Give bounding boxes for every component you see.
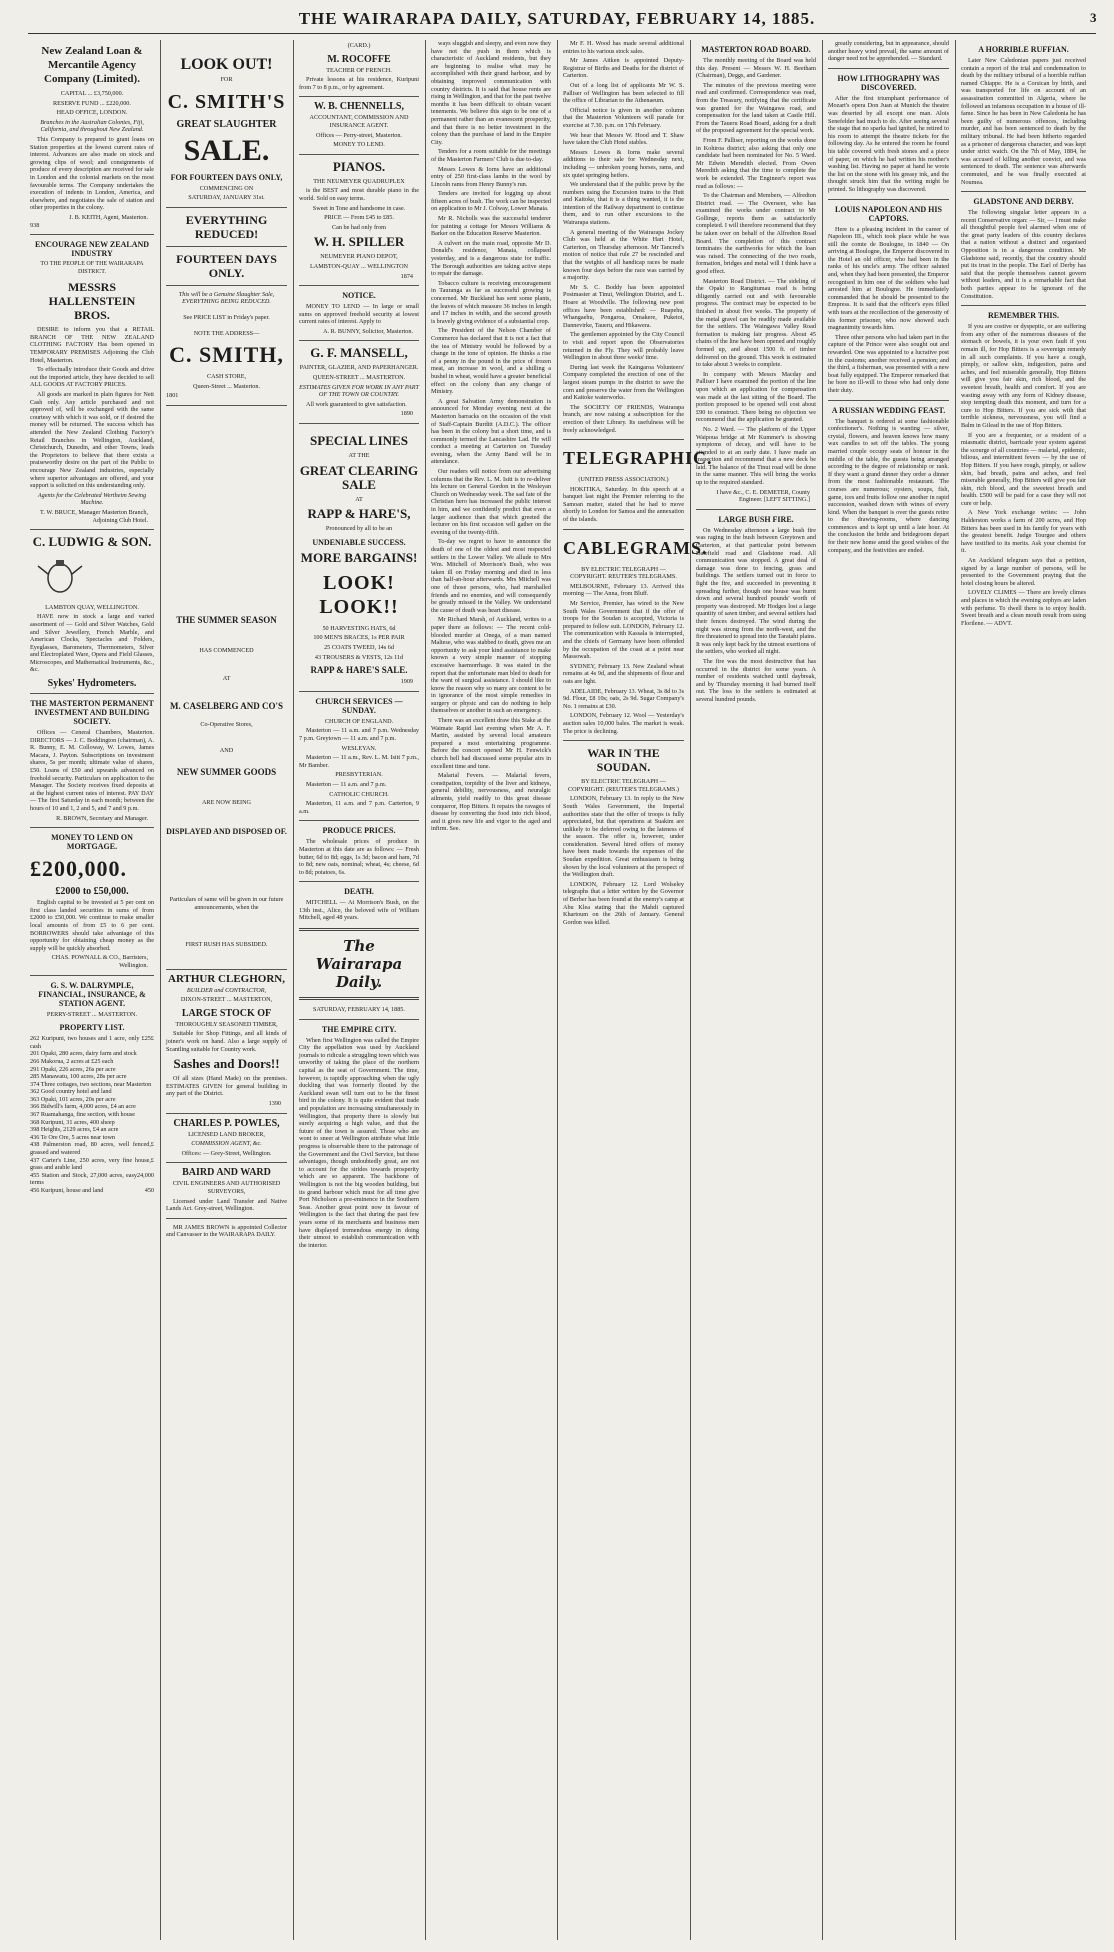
ad-number: 1909 xyxy=(400,678,413,686)
money-heading: MONEY TO LEND ON MORTGAGE. xyxy=(51,833,133,852)
money-body: English capital to be invested at 5 per cent on first class landed securities in sums of from £2000 to £50,000. We continue to make smaller local amounts of from £5 to 6 per cent. BORROWERS should take advantage of this opportunity for obtaining cheap money as the supply will be quickly absorbed. xyxy=(30,899,154,952)
mansell-address: QUEEN-STREET ... MASTERTON. xyxy=(312,374,406,382)
col4-paragraph: Tobacco culture is receiving encouragement in Tauranga as far as successful growing is concerned. Mr Buckland has sent some plants, the leaves of which measure 36 inches in length and 17 inches in width, and the second growth is bravely giving evidence of a substantial crop. xyxy=(431,279,551,325)
property-row xyxy=(30,1088,154,1096)
cablegrams-sub: BY ELECTRIC TELEGRAPH — COPYRIGHT. REUTER'S TELEGRAMS. xyxy=(570,565,677,581)
press-association: (UNITED PRESS ASSOCIATION.) xyxy=(578,476,669,484)
baird-ward: BAIRD AND WARD xyxy=(182,1167,271,1179)
property-desc: 366 Bidwill's farm, 4,000 acres, £4 an acre xyxy=(30,1103,136,1111)
commencing: COMMENCING ON xyxy=(199,184,254,192)
catholic: CATHOLIC CHURCH. xyxy=(329,790,389,798)
column-6 xyxy=(696,40,816,1940)
column-rule xyxy=(690,40,691,1940)
russian-wedding-heading: A RUSSIAN WEDDING FEAST. xyxy=(831,405,946,415)
hallenstein-agents: Agents for the Celebrated Wertheim Sewing Machine. xyxy=(37,491,147,507)
col5-paragraph: Mr S. C. Boddy has been appointed Postmaster at Tinui, Wellington District, and L. Hoare at Woodville. The following new post offices have been established: — Ruapehu, Whangaehu, Pongaroa, Omakere, Puketoi, Dannevirke, Taueru, and Hikawera. xyxy=(563,283,684,329)
at-the: AT THE xyxy=(348,452,370,460)
produce-heading: PRODUCE PRICES. xyxy=(322,826,396,836)
gladstone-body: The following singular letter appears in a recent Conservative organ: — Sir, — I must make all thoughtful people feel alarmed when one of the great party leaders of this country declares that a nation without a distinct and organised Opposition is in a dangerous condition. Mr Gladstone said, recently, that the country should put its trust in the people. The Earl of Derby has said that the people themselves cannot govern without leaders, and it is a remarkable fact that both parties appear to be ignorant of the Constitution. xyxy=(961,209,1086,300)
powles-sub: LICENSED LAND BROKER, xyxy=(188,1130,265,1138)
column-8 xyxy=(961,40,1086,1940)
property-desc: 398 Heights, 2129 acres, £4 an acre xyxy=(30,1126,119,1134)
cleghorn-sub: BUILDER and CONTRACTOR, xyxy=(186,986,267,994)
hallenstein-title: MESSRS HALLENSTEIN BROS. xyxy=(48,280,136,323)
col5-paragraph: Official notice is given in another column that the Masterton Volunteers will parade for exercise at 7.30. p.m. on 17th February. xyxy=(563,106,684,129)
powles-name: CHARLES P. POWLES, xyxy=(173,1117,280,1129)
empire-city-heading: THE EMPIRE CITY. xyxy=(321,1024,397,1034)
property-row xyxy=(30,1066,154,1074)
ludwig-body: HAVE now in stock a large and varied assortment of — Gold and Silver Watches, Gold and Silver Jewellery, French Marble, and American Clocks, Spectacles and Folders, Eyeglasses, Barometers, Thermometers, Silver and Electroplated Ware, Opera and Field Glasses, Microscopes, and Mathematical Instruments, &c., &c. xyxy=(30,613,154,674)
column-1 xyxy=(30,40,154,1940)
hallenstein-signature: T. W. BRUCE, Manager Masterton Branch, Adjoining Club Hotel. xyxy=(40,508,148,524)
lithography-body: After the first triumphant performance of Mozart's opera Don Juan at Munich the theatre was deserted by all except one man. Alois Senefelder had much to do. After seeing several the stage that no sparks had ignited, he retired to his room to attempt the theatre tickets for the following day. As he entered the room he found his table covered with fresh stones and a piece of paper, on which he had written his mother's washing list. Having no paper at hand he wrote the list on the stone with his greasy ink, and the thought struck him that the writing might be printed. So lithography was discovered. xyxy=(828,94,949,193)
col5-paragraph: The SOCIETY OF FRIENDS, Wairarapa branch, are now raising a subscription for the erection of their Library. Its usefulness will be freely acknowledged. xyxy=(563,403,684,434)
property-desc: 201 Opaki, 280 acres, dairy farm and stock xyxy=(30,1050,137,1058)
fourteen-days-only: FOURTEEN DAYS ONLY. xyxy=(176,251,277,280)
money-amount: £200,000. xyxy=(30,856,127,882)
church-heading: CHURCH SERVICES — SUNDAY. xyxy=(315,696,403,715)
column-3 xyxy=(299,40,419,1940)
at-text: AT xyxy=(222,674,231,682)
note-address: NOTE THE ADDRESS— xyxy=(193,329,260,337)
for-text: FOR xyxy=(220,76,233,83)
road-board-paragraph: Masterton Road District. — The sideling of the Opaki to Rangitumau road is being diligently carried out and with favourable progress. The contract may be expected to be finished in about five weeks. The property of the metal gravel can be readily made available for the settlers. The Waingawa Valley Road formation is making fair progress. About 45 chains of the line have been opened and roughly formed up, and about 1500 ft. of timber delivered on the ground. This work is estimated to take about 3 weeks to complete. xyxy=(696,277,816,369)
property-desc: 374 Three cottages, two sections, near Masterton xyxy=(30,1080,152,1088)
remember-body-2: If you are a frequenter, or a resident of a miasmatic district, barricade your system against the scourge of all countries — malarial, epidemic, bilious, and intermittent fevers — by the use of Hop Bitters. If you have rough, pimply, or sallow skin, bad breath, pains and aches, and feel miserable generally, Hop Bitters will give you fair skin, rich blood, and the sweetest breath and health. £500 will be paid for a case they will not cure or help. xyxy=(961,431,1086,507)
powles-office: Offices: — Grey-Street, Wellington. xyxy=(181,1149,272,1157)
has-commenced: HAS COMMENCED xyxy=(199,646,254,654)
col5-paragraph: The gentlemen appointed by the City Council to visit and report upon the Observatories returned in the Fly. They will probably leave Wellington in about three weeks' time. xyxy=(563,331,684,362)
property-row xyxy=(30,1096,154,1104)
col4-paragraph: Tenders are invited for logging up about fifteen acres of bush. The work can be inspected on application to Mr J. Colway, Lower Manaia. xyxy=(431,190,551,213)
quadruplex: THE NEUMEYER QUADRUPLEX xyxy=(313,177,405,185)
baird-body: Licensed under Land Transfer and Native Lands Act. Grey-street, Wellington. xyxy=(166,1197,287,1213)
smith-name: C. SMITH'S xyxy=(167,90,286,113)
col4-paragraph: A great Salvation Army demonstration is announced for Monday evening next at the Masterton barracks on the occasion of the visit of Staff-Captain Burditt (A.D.C.). The officer has been in the colony but a short time, and is commonly termed the Lancashire Lad. He will conduct a meeting at Carterton on Tuesday evening, when the Army Band will be in attendance. xyxy=(431,397,551,466)
war-body: LONDON, February 13. In reply to the New South Wales Government, the Imperial authorities state that the offer of troops is fully appreciated, but that operations at Suakim are unlikely to be deferred owing to the lateness of the season. The offer is, however, under consideration. Several hired offers of money have been made towards the expenses of the Soudan expedition. Great enthusiasm is being shown by the local volunteers at the prospect of the Wellington draft. xyxy=(563,795,684,879)
col4-paragraph: There was an excellent draw this Stake at the Waimate Rapid last evening when Mr A. F. Martin, assisted by several local amateurs prepared a most entertaining programme. Before the concert opened Mr H. Fenwick's church bell had discussed some popular airs in excellent time and tune. xyxy=(431,717,551,770)
col4-paragraph: Malarial Fevers. — Malarial fevers, constipation, torpidity of the liver and kidneys, general debility, nervousness, and neuralgic ailments, yield readily to this great disease conqueror, Hop Bitters. It repairs the ravages of disease by converting the food into rich blood, and it gives new life and vigor to the aged and infirm. See. xyxy=(431,772,551,833)
pronounced: Pronounced by all to be an xyxy=(325,525,393,533)
road-board-signature: I have &c., C. E. DEMETER, County Engineer. [LEFT SITTING.] xyxy=(716,488,810,504)
hallenstein-body-2: To effectually introduce their Goods and drive out the imported article, they have decided to sell ALL GOODS AT FACTORY PRICES. xyxy=(30,366,154,389)
chennells-money: MONEY TO LEND. xyxy=(333,141,385,149)
displayed-disposed: DISPLAYED AND DISPOSED OF. xyxy=(166,826,287,836)
louis-napoleon-heading: LOUIS NAPOLEON AND HIS CAPTORS. xyxy=(835,204,942,223)
property-desc: 456 Kuripuni, house and land xyxy=(30,1187,104,1194)
ruffian-heading: A HORRIBLE RUFFIAN. xyxy=(978,45,1069,54)
and-text: AND xyxy=(219,746,234,754)
ad-number: 938 xyxy=(30,221,40,229)
property-row xyxy=(30,1134,154,1142)
road-board-paragraph: The minutes of the previous meeting were read and confirmed. Correspondence was read, from the Treasury, notifying that the certificate was granted for the Waingawa road, and compensation for the land taken at Castle Hill. From the Taueru Road Board, asking for a draft of the proposed agreement for the special work. xyxy=(696,81,816,135)
col4-paragraph: Mr Richard Marsh, of Auckland, writes to a paper there as follows: — The recent cold-blooded murder at Onega, of a man named Maltese, who was stabbed to death, gives me an opportunity to ask your kind assistance to make known a very simple manner of stopping excessive haemorrhage. It was stated in the report that the unfortunate man bled to death for the want of surgical assistance. I should like to know the reason why so many are content to be in ignorance of the most simple remedies in surgery or physic and can do nothing to help themselves or another in such an emergency. xyxy=(431,616,551,715)
large-stock: LARGE STOCK OF xyxy=(181,1007,272,1019)
page-number: 3 xyxy=(1090,10,1098,25)
special-lines: SPECIAL LINES xyxy=(310,433,408,449)
hallenstein-body-1: DESIRE to inform you that a RETAIL BRANCH OF THE NEW ZEALAND CLOTHING FACTORY Has been opened in TEMPORARY PREMISES Adjoining the Club Hotel, Masterton. xyxy=(30,326,154,364)
telegraphic-heading: TELEGRAPHIC. xyxy=(563,448,713,469)
column-rule xyxy=(425,40,426,1940)
smith-signature: C. SMITH, xyxy=(169,342,284,368)
cleghorn-body: Suitable for Shop Fittings, and all kinds of joiner's work on hand. Also a large supply of Scantling suitable for Country work. xyxy=(166,1030,287,1053)
property-price: £ xyxy=(150,1035,154,1043)
property-row xyxy=(30,1050,154,1058)
spiller-sub: NEUMEYER PIANO DEPOT, xyxy=(320,253,398,261)
property-desc: 438 Palmerston road, 80 acres, well fenced, grassed and watered xyxy=(30,1141,151,1157)
property-list xyxy=(30,1035,154,1194)
church-england-times: Masterton — 11 a.m. and 7 p.m. Wednesday 7 p.m. Greytown — 11 a.m. and 7 p.m. xyxy=(299,727,419,742)
road-board-paragraph: From F. Palliser, reporting on the works done in Kohiroa district; also asking that only one candidate had been nominated for No. 5 Ward. Mr Edwin Meredith elected. From Owen Meredith asking that the time to complete the work be extended. The Engineer's report was read as follows: — xyxy=(696,136,816,190)
mansell-name: G. F. MANSELL, xyxy=(310,345,408,361)
ad-number: 1390 xyxy=(268,1100,281,1108)
notice-body: MONEY TO LEND — In large or small sums on approved freehold security at lowest current rates of interest. Apply to xyxy=(299,303,419,326)
pianos-heading: PIANOS. xyxy=(332,158,386,174)
loan-body: This Company is prepared to grant loans on Station properties at the lowest current rates of interest. Advances are also made on stock and growing clips of wool; and consignments of produce of every description are received for sale in London and the colonial markets on the most favourable terms. The Company undertakes the execution of indents in London, America, and elsewhere, and negotiates the sale of station and other properties in the colony. xyxy=(30,135,154,212)
ruffian-body: Later New Caledonian papers just received contain a report of the trial and condemnation to death by the military tribunal of a horrible ruffian named Chiappe. He is a Corsican by birth, and was transported for life on account of an assassination committed in Algeria, where he followed an infamous occupation in a house of ill-fame. Since he has been in New Caledonia he has been guilty of numerous offences, including murder, and has been sentenced to death by the military tribunal. He had been hitherto regarded as a prisoner of dangerous character, and was kept under strict watch. On the 7th of May, 1884, he was accused of killing another convict, and was sentenced to death. The sentence was afterwards commuted, and he was finally executed at Noumea. xyxy=(961,57,1086,186)
bush-fire-heading: LARGE BUSH FIRE. xyxy=(718,514,794,524)
money-range: £2000 to £50,000. xyxy=(55,886,129,898)
ludwig-title: C. LUDWIG & SON. xyxy=(32,534,152,550)
col5-paragraph: We understand that if the public prove by the numbers using the Excursion trains to the Hutt and Kaitoke, that it is a thing wanted, it is the intention of the Railway department to continue them, and to run other excursions to the Wairarapa stations. xyxy=(563,181,684,227)
rapp-item: 43 TROUSERS & VESTS, 12s 11d xyxy=(314,653,404,661)
hallenstein-body-3: All goods are marked in plain figures for Nett Cash only. Any article purchased and not approved of, will be exchanged with the same courtesy with which it was sold, or if desired the money will be returned. The success which has attended the New Zealand Clothing Factory's Retail Branches in Wellington, Auckland, Christchurch, Dunedin, and other Towns, leads the Proprietors to believe that there exists a praiseworthy desire on the part of the Public to encourage New Zealand industries, especially where superior advantages are offered, and your support is solicited on this understanding only. xyxy=(30,391,154,490)
ludwig-address: LAMBTON QUAY, WELLINGTON. xyxy=(45,603,139,611)
cleghorn-name: ARTHUR CLEGHORN, xyxy=(168,972,285,985)
property-desc: 262 Kuripuni, two houses and 1 acre, only £25 cash xyxy=(30,1035,151,1050)
louis-napoleon-body: Here is a pleasing incident in the career of Napoleon III., which took place while he was still the comte de Boulogne, in 1840 — On arriving at Boulogne, the Emperor discovered in the Hotel an old officer, who had been in the ranks of his uncle's army. The officer saluted and, when they had been presented, the Emperor recognised in him one of the soldiers who had arrested him at Boulogne. He immediately commanded that he should be presented to the Empress. It is said that the officer's eyes filled with tears at the recollection of the generosity of his former prisoner, who now showed such magnanimity towards him. xyxy=(828,225,949,332)
property-row xyxy=(30,1126,154,1134)
property-price: 450 xyxy=(144,1187,154,1194)
col5-paragraph: Out of a long list of applicants Mr W. S. Palliser of Wellington has been selected to fill the office of Librarian to the Athenaeum. xyxy=(563,81,684,105)
column-rule xyxy=(955,40,956,1940)
baird-sub: CIVIL ENGINEERS AND AUTHORISED SURVEYORS, xyxy=(172,1180,281,1195)
cablegrams-heading: CABLEGRAMS. xyxy=(563,537,708,558)
empire-city-body: When first Wellington was called the Empire City the appellation was used by Auckland journals to ridicule a struggling town which was unworthy of taking the place of the northern capital as the seat of Government. The time, however, is rapidly approaching when the ugly duckling that was formerly flouted by the Auckland swan will turn out to be the finest bird in the colony. It is quite evident that trade and population are increasing simultaneously in Wellington, that property there is slowly but surely acquiring a high value, and that the future of the town is assured. Those who are wont to sneer at Wellington attribute what little progress is observable there to the patronage of the Government and the Civil Service, but these advantages, though undoubtedly great, are not to account for the strides towards prosperity which are so apparent. The backbone of Wellington is not the big wooden building, but its grand harbour which must for all time give Port Nicholson a pre-eminence in the Southern Seas. Another great point now in favour of Wellington is the fact that during the past few years some of its merchants and business men have displayed tremendous energy in doing their utmost to establish communication with the interior. xyxy=(299,1036,419,1249)
branches: Branches in the Australian Colonies, Fiji, California, and throughout New Zealand. xyxy=(40,118,144,134)
notice-heading: NOTICE. xyxy=(342,291,376,301)
lithography-heading: HOW LITHOGRAPHY WAS DISCOVERED. xyxy=(837,73,940,92)
undeniable-success: UNDENIABLE SUCCESS. xyxy=(312,537,406,547)
property-price: £ xyxy=(150,1156,154,1164)
property-row xyxy=(30,1058,154,1066)
genuine-sale: This will be a Genuine Slaughter Sale, EVERYTHING BEING REDUCED. xyxy=(178,290,275,306)
look-out-heading: LOOK OUT! xyxy=(180,56,273,73)
property-row xyxy=(30,1157,154,1172)
column-rule xyxy=(160,40,161,1940)
column-4 xyxy=(431,40,551,1940)
ad-number: 1801 xyxy=(166,392,179,400)
new-summer-goods: NEW SUMMER GOODS xyxy=(176,767,277,778)
ad-number: 1890 xyxy=(400,410,413,418)
dalrymple-address: PERRY-STREET ... MASTERTON. xyxy=(46,1010,138,1018)
building-society-body: Offices — Ceneral Chambers, Masterton. DIRECTORS — J. C. Boddington (chairman), A. R. Bunny, E. M. Colloway, W. Lowes, James Macara, J. Payton. Subscriptions on investment shares, 5s per month; ultimate value of shares, £50. Loans of £50 and upwards advanced on freehold security. Particulars on application to the Manager. The Society receives fixed deposits at at the highest current rates of interest. PAY DAY — The first Saturday in each month; between the hours of 10 and 1, 2 and 5, and 7 and 9 p.m. xyxy=(30,729,154,812)
col4-paragraph: To-day we regret to have to announce the death of one of the oldest and most respected settlers in the Lower Valley. We allude to Mrs Wm. Mitchell of Morrison's Bush, who was taken ill on Friday morning and died in less than half-an-hour afterwards. Mrs Mitchell was one of those persons, who, had marshalled friends and no enemies, and will consequently be greatly missed in the Valley. We understand the cause of death was heart disease. xyxy=(431,538,551,614)
property-desc: 368 Kuripuni, 31 acres, 400 sheep xyxy=(30,1118,115,1126)
chennells-name: W. B. CHENNELLS, xyxy=(314,101,404,113)
loan-company-title: New Zealand Loan & Mercantile Agency Company (Limited). xyxy=(41,45,143,85)
london-item: LONDON, February 12. Wool — Yesterday's auction sales 10,000 bales. The market is weak. The price is declining. xyxy=(563,712,684,735)
presbyterian-times: Masterton — 11 a.m. and 7 p.m. xyxy=(306,780,387,788)
first-rush: FIRST RUSH HAS SUBSIDED. xyxy=(185,941,268,949)
had-only: Can be had only from xyxy=(332,223,386,231)
gladstone-heading: GLADSTONE AND DERBY. xyxy=(973,197,1074,207)
col5-paragraph: Mr James Aitken is appointed Deputy-Registrar of Births and Deaths for the district of Carterton. xyxy=(563,57,684,80)
rocoffe-name: M. ROCOFFE xyxy=(327,53,391,65)
cable-body: Mr Service, Premier, has wired to the New South Wales Government that if the offer of troops for the Soudan is accepted, Victoria is prepared to follow suit. LONDON, February 12. The communication with Kassala is interrupted, and the chiefs of Germany have been offended by the occupation of the coast at a point near Massowah. xyxy=(563,600,684,661)
adelaide-item: ADELAIDE, February 13. Wheat, 3s 8d to 3s 9d. Flour, £8 10s; oats, 2s 9d. Sugar Company's No. 1 remains at £30. xyxy=(563,687,684,710)
building-society-signature: R. BROWN, Secretary and Manager. xyxy=(56,814,148,822)
rapp-item: 25 COATS TWEED, 14s 6d xyxy=(324,644,394,651)
col4-paragraph: ways sluggish and sleepy, and even now they have not the push in them which is characteristic of Auckland residents, but they are beginning to realise what may be accomplished with their grand harbour, and by obtaining improved communication with country districts. It is said that house rents are rising in Wellington, and that for the past twelve months it has been difficult to obtain vacant tenements. We believe this sign to be one of a permanent rather than an evanescent prosperity, and that there is no better investment in the colony than the purchase of land in the Empire City. xyxy=(431,40,551,146)
coop-stores: Co-Operative Stores, xyxy=(200,721,253,729)
rocoffe-body: Private lessons at his residence, Kuripuni from 7 to 8 p.m., or by agreement. xyxy=(299,76,419,91)
sykes-heading: Sykes' Hydrometers. xyxy=(47,678,137,690)
at-text: AT xyxy=(355,495,363,503)
presbyterian: PRESBYTERIAN. xyxy=(335,771,383,779)
col5-paragraph: We hear that Messrs W. Hood and T. Shaw have taken the Club Hotel stables. xyxy=(563,131,684,147)
bush-fire-body: On Wednesday afternoon a large bush fire was raging in the bush between Greytown and Carterton, at that particular point between Dalefield road and Gladstone road. All communication was stopped. A great deal of damage was done to fencing, grass and buildings. The settlers turned out in force to fight the fire, and succeeded in preventing it spreading further, though one house was burnt down and several hundred pounds' worth of property was destroyed. Mr Hodges lost a large quantity of sawn timber, and several settlers had their fences destroyed. The wind during the night was strong from the north-west, and the fire threatened to spread into the Taratahi plains. It was only kept back by the utmost exertions of the settlers, who worked all night. xyxy=(696,526,816,656)
road-board-paragraph: In company with Messrs Macday and Palliser I have examined the portion of the line upon which an application for compensation was made at the last sitting of the Board. The portion proposed to be opened will cost about £90 to construct. There being no objection we recommend that the application be granted. xyxy=(696,370,816,424)
to-people: TO THE PEOPLE OF THE WAIRARAPA DISTRICT. xyxy=(40,261,144,275)
chennells-office: Offices — Perry-street, Masterton. xyxy=(316,131,402,139)
wesleyan-times: Masterton — 11 a.m., Rev. L. M. Isitt 7 p.m., Mr Bamber. xyxy=(299,754,419,769)
property-desc: 266 Makorua, 2 acres at £25 each xyxy=(30,1057,114,1065)
masthead xyxy=(0,6,1114,32)
look-look: LOOK! LOOK!! xyxy=(319,571,399,618)
column-5 xyxy=(563,40,713,1940)
caselberg-name: M. CASELBERG AND CO'S xyxy=(169,701,284,712)
mansell-estimates: ESTIMATES GIVEN FOR WORK IN ANY PART OF THE TOWN OR COUNTRY. xyxy=(299,383,419,399)
seasoned-timber: THOROUGHLY SEASONED TIMBER, xyxy=(175,1020,278,1028)
property-row xyxy=(30,1187,154,1195)
col5-paragraph: Mr F. H. Wood has made several additional entries to his various stock sales. xyxy=(563,40,684,55)
masthead-rule xyxy=(28,33,1096,34)
property-row xyxy=(30,1141,154,1156)
royal-crest-icon xyxy=(30,556,90,596)
rapp-sale: RAPP & HARE'S SALE. xyxy=(310,665,408,676)
road-board-paragraph: The monthly meeting of the Board was held this day. Present — Messrs W. H. Beetham (Chairman), Deggs, and Gardener. xyxy=(696,57,816,80)
auckland-item: An Auckland telegram says that a petition, signed by a large number of persons, will be presented to the Government praying that the hotel closing hours be altered. xyxy=(961,557,1086,587)
summer-season-heading: THE SUMMER SEASON xyxy=(176,614,277,625)
wesleyan: WESLEYAN. xyxy=(341,744,377,752)
bush-fire-body-2: The fire was the most destructive that has occurred in the district for some years. A number of residents watched until daybreak, and by Thursday morning it had burned itself out. The loss to the settlers is estimated at several hundred pounds. xyxy=(696,657,816,703)
lambton-quay: LAMBTON-QUAY ... WELLINGTON xyxy=(309,262,409,270)
road-board-paragraph: No. 2 Ward. — The platform of the Upper Waipoua bridge at Mr Kummer's is showing symptoms of decay, and will have to be attended to at an early date. I have made an inspection and recommend that a new deck be laid. The balance of the Tinui road will be done in the same manner. This will bring the works up to the required standard. xyxy=(696,425,816,487)
col4-paragraph: The President of the Nelson Chamber of Commerce has declared that it is not a fact that the tea of Ministry would be followed by a change in the tone of opinion. He thinks a rise of a penny in the pound in the price of frozen meat, an increase in wool, and a shilling a bushel in wheat, would have a greater beneficial effect on the colony than any change of Ministry. xyxy=(431,327,551,396)
dalrymple-title: G. S. W. DALRYMPLE, FINANCIAL, INSURANCE, & STATION AGENT. xyxy=(38,980,146,1008)
column-7 xyxy=(828,40,949,1940)
price-list-note: See PRICE LIST in Friday's paper. xyxy=(183,313,270,321)
col5-paragraph: During last week the Kaingaroa Volunteers' Company completed the erection of one of the largest steam pumps in the district to save the corn and preserve the water from the Wellington and Kaitoke waterworks. xyxy=(563,363,684,402)
great-slaughter: GREAT SLAUGHTER xyxy=(176,118,277,130)
mansell-guarantee: All work guaranteed to give satisfaction. xyxy=(306,400,407,408)
rapp-item-list xyxy=(299,625,419,661)
remember-body: If you are costive or dyspeptic, or are suffering from any other of the numerous diseases of the stomach or bowels, it is your own fault if you remain ill, for Hop Bitters is a sovereign remedy in all such complaints. If you have a cough, pimply, or sallow skin, indigestion, pains and aches, and feel miserable generally, Hop Bitters will give you fair skin, rich blood, and the sweetest breath, health and comfort. If you are wasting away with any form of Kidney disease, stop tempting death this moment, and turn for a cure to Hop Bitters. If you are sick with that terrible sickness, nervousness, you will find a Balm in Gilead in the use of Hop Bitters. xyxy=(961,323,1086,429)
column-2 xyxy=(166,40,287,1940)
hokitika-item: HOKITIKA, Saturday. In this speech at a banquet last night the Premier referring to the Samoan matter, stated that he had to move shortly to London for Samoa and the annexation of the islands. xyxy=(563,485,684,524)
card-label: (CARD.) xyxy=(347,42,371,49)
property-desc: 291 Opaki, 226 acres, 26s per acre xyxy=(30,1065,116,1073)
col4-paragraph: Our readers will notice from our advertising columns that the Rev. L. M. Isitt is to re-deliver his lecture on General Gordon in the Wesleyan Church on Wednesday week. The sad fate of the Christian hero has increased the public interest in him, and we confidently predict that even a larger audience than that which greeted the lecturer on his first occasion will gather on the evening of the twenty-fifth. xyxy=(431,468,551,536)
col4-paragraph: Mr R. Nicholls was the successful tenderer for painting a cottage for Messrs Williams & Barker on the Education Reserve Masterton. xyxy=(431,215,551,238)
property-desc: 367 Ruamahanga, fine section, with house xyxy=(30,1111,135,1119)
rapp-hare: RAPP & HARE'S, xyxy=(307,506,411,522)
property-list-heading: PROPERTY LIST. xyxy=(59,1023,125,1033)
cash-store: CASH STORE, xyxy=(206,373,247,381)
powles-sub-2: COMMISSION AGENT, &c. xyxy=(191,1140,262,1148)
col4-paragraph: Tenders for a room suitable for the meetings of the Masterton Farmers' Club is due to-day. xyxy=(431,148,551,163)
reserve-line: RESERVE FUND ... £220,000. xyxy=(53,99,131,107)
dixon-street: DIXON-STREET ... MASTERTON, xyxy=(180,996,273,1004)
capital-line: CAPITAL ... £3,750,000. xyxy=(60,90,124,97)
sydney-item: SYDNEY, February 13. New Zealand wheat remains at 4s 9d, and the shipments of flour and oats are light. xyxy=(563,662,684,685)
death-heading: DEATH. xyxy=(344,887,374,897)
road-board-paragraph: To the Chairman and Members, — Alfredton District road. — The Overseer, who has examined the works under contract to Mr Gollinge, reports them as satisfactorily completed. I will therefore recommend that they be taken over on behalf of the Alfredton Road Board. The completion of this contract terminates the earthworks for which the loan was raised. The connecting of the two roads, formation, bridges and metal will I think have a good effect. xyxy=(696,192,816,276)
lovely-climes: LOVELY CLIMES — There are lovely climes and places in which the evening zephyrs are laden with perfume. To dwell there is to enjoy health. Sweet breath and a clean mouth result from using Florilene. — ADVT. xyxy=(961,589,1086,627)
property-row xyxy=(30,1081,154,1089)
head-office: HEAD OFFICE, LONDON. xyxy=(56,109,128,117)
russian-wedding-body: The banquet is ordered at some fashionable confectioner's. Nothing is wanting — silver, crystal, flowers, and heaven knows how many wax candles to set off the tables. The young married couple occupy seats of honour in the middle of the table, the guests being arranged according to the degree of relationship or rank. If they want a grand dinner they order a dinner from the most fashionable restaurant. The courses are numerous; oysters, soups, fish, game, ices and fruits follow one another in rapid succession, washed down with wines of every kind. When the banquet is over the guests retire to the drawing-rooms, where dancing commences and is kept up until a late hour. At the conclusion the bride and bridegroom depart for their new home amid the good wishes of the company, and the festivities are ended. xyxy=(828,417,949,554)
property-desc: 455 Station and Stock, 27,000 acres, easy terms xyxy=(30,1171,137,1187)
remember-heading: REMEMBER THIS. xyxy=(988,311,1059,321)
melbourne-item: MELBOURNE, February 13. Arrived this morning — The Anna, from Bluff. xyxy=(563,582,684,598)
paper-title: The Wairarapa Daily. xyxy=(315,937,403,992)
property-price: £ xyxy=(150,1141,154,1149)
column-rule xyxy=(557,40,558,1940)
col5-paragraph: Messrs Lowes & Iorns make several additions to their sale for Wednesday next, including — unbroken young horses, rams, and six quiet springing heifers. xyxy=(563,148,684,179)
encourage-heading: ENCOURAGE NEW ZEALAND INDUSTRY xyxy=(34,240,150,259)
road-board-heading: MASTERTON ROAD BOARD. xyxy=(701,45,811,54)
bunny-signature: A. R. BUNNY, Solicitor, Masterton. xyxy=(323,327,413,335)
sashes-body: Of all sizes (Hand Made) on the premises. ESTIMATES GIVEN for general building in any part of the District. xyxy=(166,1075,287,1098)
property-row xyxy=(30,1119,154,1127)
column-rule xyxy=(293,40,294,1940)
column-rule xyxy=(822,40,823,1940)
rocoffe-sub: TEACHER OF FRENCH. xyxy=(326,66,392,74)
property-row xyxy=(30,1111,154,1119)
loan-signature: J. B. KEITH, Agent, Masterton. xyxy=(69,213,148,221)
col7-paragraph: greatly considering, but in appearance, should another heavy wind prevail, the same amount of danger need not be apprehended. — Standard. xyxy=(828,40,949,63)
clearing-sale: GREAT CLEARING SALE xyxy=(299,462,419,492)
masthead-title: THE WAIRARAPA DAILY, SATURDAY, FEBRUARY 14, 1885. xyxy=(298,9,816,28)
sale-date: SATURDAY, JANUARY 31st. xyxy=(188,194,265,202)
sashes-heading: Sashes and Doors!! xyxy=(173,1056,280,1072)
property-price: 24,000 xyxy=(136,1171,154,1179)
are-now-being: ARE NOW BEING xyxy=(201,799,252,807)
produce-body: The wholesale prices of produce in Masterton at this date are as follows: — Fresh butter, 6d to 8d; eggs, 1s 3d; bacon and ham, 7d to 8d; new oats, nominal; wheat, 4s; cheese, 6d to 8d; potatoes, 6s. xyxy=(299,838,419,876)
war-sub: BY ELECTRIC TELEGRAPH — COPYRIGHT. (REUTER'S TELEGRAMS.) xyxy=(568,778,679,793)
piano-price: PRICE — From £45 to £85. xyxy=(324,214,394,222)
mansell-trade: PAINTER, GLAZIER, AND PAPERHANGER. xyxy=(299,364,419,372)
property-row xyxy=(30,1073,154,1081)
col5-paragraph: A general meeting of the Wairarapa Jockey Club was held at the White Hart Hotel, Carterton, on Thursday afternoon. Mr Tancred's motion of notice that rule 27 be rescinded and that the weights of all handicap races be made known four days before the race was carried by a majority. xyxy=(563,228,684,282)
war-heading: WAR IN THE SOUDAN. xyxy=(587,746,660,775)
louis-napoleon-body-2: Three other persons who had taken part in the capture of the Prince were also sought out and rewarded. One was appointed to a lucrative post in the customs; another received a pension; and the third, a fisherman, was presented with a new boat fully equipped. The Emperor remarked that he bore no ill-will to those who had only done their duty. xyxy=(828,333,949,394)
chennells-sub: ACCOUNTANT, COMMISSION AND INSURANCE AGENT. xyxy=(309,114,409,129)
london-wolseley: LONDON, February 12. Lord Wolseley telegraphs that a letter written by the Governor of Berber has been found at the enemy's camp at Abu Klea stating that the Mahdi captured Khartoum on the 26th of January. General Gordon was killed. xyxy=(563,880,684,926)
rapp-item: 50 HARVESTING HATS, 6d xyxy=(322,624,396,632)
fourteen-days: FOR FOURTEEN DAYS ONLY, xyxy=(170,172,283,182)
property-row xyxy=(30,1172,154,1187)
catholic-times: Masterton, 11 a.m. and 7 p.m. Carterton, 9 a.m. xyxy=(299,800,419,815)
money-signature: CHAS. POWNALL & CO., Barristers, Wellington. xyxy=(51,954,148,969)
col4-paragraph: A culvert on the main road, opposite Mr D. Donald's residence, Manaia, collapsed yesterday, and is a dangerous state for traffic. The Borough authorities are taking active steps to repair the damage. xyxy=(431,239,551,278)
property-desc: 362 Good country hotel and land xyxy=(30,1088,112,1096)
sale-heading: SALE. xyxy=(183,133,270,167)
paper-date: SATURDAY, FEBRUARY 14, 1885. xyxy=(313,1006,405,1014)
rapp-item: 100 MEN'S BRACES, 1s PER PAIR xyxy=(313,634,405,642)
queen-street: Queen-Street ... Masterton. xyxy=(192,382,260,390)
newyork-item: A New York exchange writes: — John Halderston works a farm of 200 acres, and Hop Bitters has been used in his family for years with the greatest benefit. Judge Tourgee and others have testified to its merits. Ask your chemist for it. xyxy=(961,509,1086,555)
ad-number: 1874 xyxy=(400,272,413,280)
property-desc: 436 Te Ore Ore, 5 acres near town xyxy=(30,1133,116,1141)
building-society-title: THE MASTERTON PERMANENT INVESTMENT AND BUILDING SOCIETY. xyxy=(30,699,154,727)
property-row xyxy=(30,1103,154,1111)
particulars-text: Particulars of same will be given in our future announcements, when the xyxy=(169,895,284,911)
death-body: MITCHELL — At Morrison's Bush, on the 13th inst., Alice, the beloved wife of William Mitchell, aged 48 years. xyxy=(299,899,419,922)
more-bargains: MORE BARGAINS! xyxy=(300,549,418,565)
everything-reduced: EVERYTHING REDUCED! xyxy=(185,212,268,241)
quadruplex-body: is the BEST and most durable piano in the world. Sold on easy terms. xyxy=(299,187,419,202)
property-desc: 437 Carter's Line, 250 acres, very fine house, grass and arable land xyxy=(30,1156,151,1172)
property-row xyxy=(30,1035,154,1050)
col4-paragraph: Messrs Lowes & Iorns have an additional entry of 250 first-class lambs in the wool by Lincoln rams from Henry Bunny's run. xyxy=(431,165,551,188)
church-england: CHURCH OF ENGLAND. xyxy=(324,717,394,725)
property-desc: 285 Manawatu, 100 acres, 28s per acre xyxy=(30,1073,127,1081)
property-desc: 363 Opaki, 101 acres, 20s per acre xyxy=(30,1095,116,1103)
sweet-tone: Sweet in Tone and handsome in case. xyxy=(312,204,406,212)
spiller-name: W. H. SPILLER xyxy=(313,234,405,250)
brown-notice: MR JAMES BROWN is appointed Collector and Canvasser to the WAIRARAPA DAILY. xyxy=(166,1223,287,1239)
